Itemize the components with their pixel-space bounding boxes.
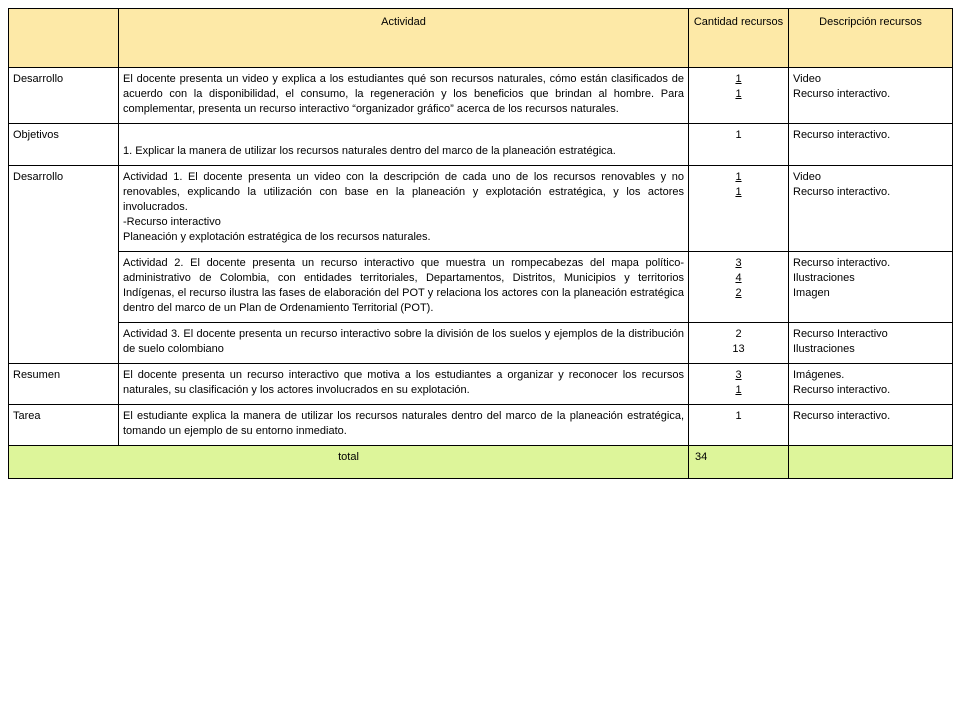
- activity-description: [119, 166, 689, 252]
- activity-description: El estudiante explica la manera de utilizar los recursos naturales dentro del marco de la planeación estratégica, tomando un ejemplo de su entorno inmediato.: [119, 405, 689, 446]
- activity-line: -Recurso interactivo: [123, 216, 221, 228]
- table-row: [9, 405, 953, 446]
- resource-item: Video: [793, 73, 821, 85]
- table-header-row: [9, 9, 953, 68]
- header-activity: Actividad: [119, 9, 689, 68]
- resource-item: Ilustraciones: [793, 272, 855, 284]
- header-description: Descripción recursos: [789, 9, 953, 68]
- quantity-value: 1: [735, 171, 742, 183]
- resources-table: [8, 8, 953, 479]
- resources-cell: [789, 252, 953, 323]
- quantity-value: 1: [735, 88, 742, 100]
- table-row: [9, 252, 953, 323]
- total-row: [9, 446, 953, 479]
- phase-cell: Resumen: [9, 364, 119, 405]
- resource-item: Recurso interactivo.: [793, 88, 891, 100]
- resource-item: Ilustraciones: [793, 343, 855, 355]
- resource-item: Recurso Interactivo: [793, 328, 888, 340]
- resources-cell: [789, 323, 953, 364]
- table-row: [9, 166, 953, 252]
- quantity-cell: [689, 405, 789, 446]
- table-row: [9, 364, 953, 405]
- table-row: [9, 68, 953, 124]
- quantity-cell: [689, 166, 789, 252]
- quantity-value: 3: [735, 257, 742, 269]
- resources-cell: [789, 405, 953, 446]
- resource-item: Recurso interactivo.: [793, 129, 891, 141]
- quantity-value: 1: [735, 186, 742, 198]
- total-label: total: [9, 446, 689, 479]
- phase-cell: Desarrollo: [9, 68, 119, 124]
- table-row: [9, 124, 953, 166]
- quantity-cell: [689, 323, 789, 364]
- activity-description: Actividad 2. El docente presenta un recurso interactivo que muestra un rompecabezas del mapa político-administrativo de Colombia, con entidades territoriales, Departamentos, Distritos, Municipios y territorios Indígenas, el recurso ilustra las fases de elaboración del POT y relaciona los actores con la planeación estratégica dentro del marco de un Plan de Ordenamiento Territorial (POT).: [119, 252, 689, 323]
- quantity-cell: [689, 364, 789, 405]
- resource-item: Imagen: [793, 287, 830, 299]
- quantity-value: 1: [735, 73, 742, 85]
- phase-cell: Desarrollo: [9, 166, 119, 364]
- quantity-cell: [689, 68, 789, 124]
- activity-description: Actividad 3. El docente presenta un recurso interactivo sobre la división de los suelos y ejemplos de la distribución de suelo colombiano: [119, 323, 689, 364]
- phase-cell: Tarea: [9, 405, 119, 446]
- activity-description: El docente presenta un video y explica a los estudiantes qué son recursos naturales, cómo están clasificados de acuerdo con la disponibilidad, el consumo, la regeneración y los beneficios que brindan al hombre. Para complementar, presenta un recurso interactivo “organizador gráfico” acerca de los recursos naturales.: [119, 68, 689, 124]
- quantity-value: 13: [732, 343, 745, 355]
- table-row: [9, 323, 953, 364]
- header-quantity: Cantidad recursos: [689, 9, 789, 68]
- resources-cell: [789, 68, 953, 124]
- activity-line: Actividad 1. El docente presenta un video con la descripción de cada uno de los recursos renovables y no renovables, explicando la utilización con base en la planeación y explotación estratégica, y los actores involucrados.: [123, 171, 684, 213]
- quantity-cell: [689, 124, 789, 166]
- resource-item: Recurso interactivo.: [793, 186, 891, 198]
- quantity-value: 3: [735, 369, 742, 381]
- quantity-value: 1: [735, 410, 742, 422]
- quantity-value: 2: [735, 287, 742, 299]
- resource-item: Recurso interactivo.: [793, 257, 891, 269]
- quantity-value: 2: [735, 328, 742, 340]
- activity-description: El docente presenta un recurso interactivo que motiva a los estudiantes a organizar y reconocer los recursos naturales, su clasificación y los actores involucrados en su explotación.: [119, 364, 689, 405]
- resource-item: Imágenes.: [793, 369, 845, 381]
- total-description: [789, 446, 953, 479]
- quantity-cell: [689, 252, 789, 323]
- resources-cell: [789, 166, 953, 252]
- quantity-value: 1: [735, 129, 742, 141]
- resource-item: Recurso interactivo.: [793, 410, 891, 422]
- resource-item: Video: [793, 171, 821, 183]
- resources-cell: [789, 364, 953, 405]
- resource-item: Recurso interactivo.: [793, 384, 891, 396]
- resources-cell: [789, 124, 953, 166]
- quantity-value: 4: [735, 272, 742, 284]
- quantity-value: 1: [735, 384, 742, 396]
- phase-cell: Objetivos: [9, 124, 119, 166]
- header-empty-cell: [9, 9, 119, 68]
- total-value: 34: [689, 446, 789, 479]
- activity-description: 1. Explicar la manera de utilizar los recursos naturales dentro del marco de la planeación estratégica.: [119, 124, 689, 166]
- activity-line: Planeación y explotación estratégica de los recursos naturales.: [123, 231, 431, 243]
